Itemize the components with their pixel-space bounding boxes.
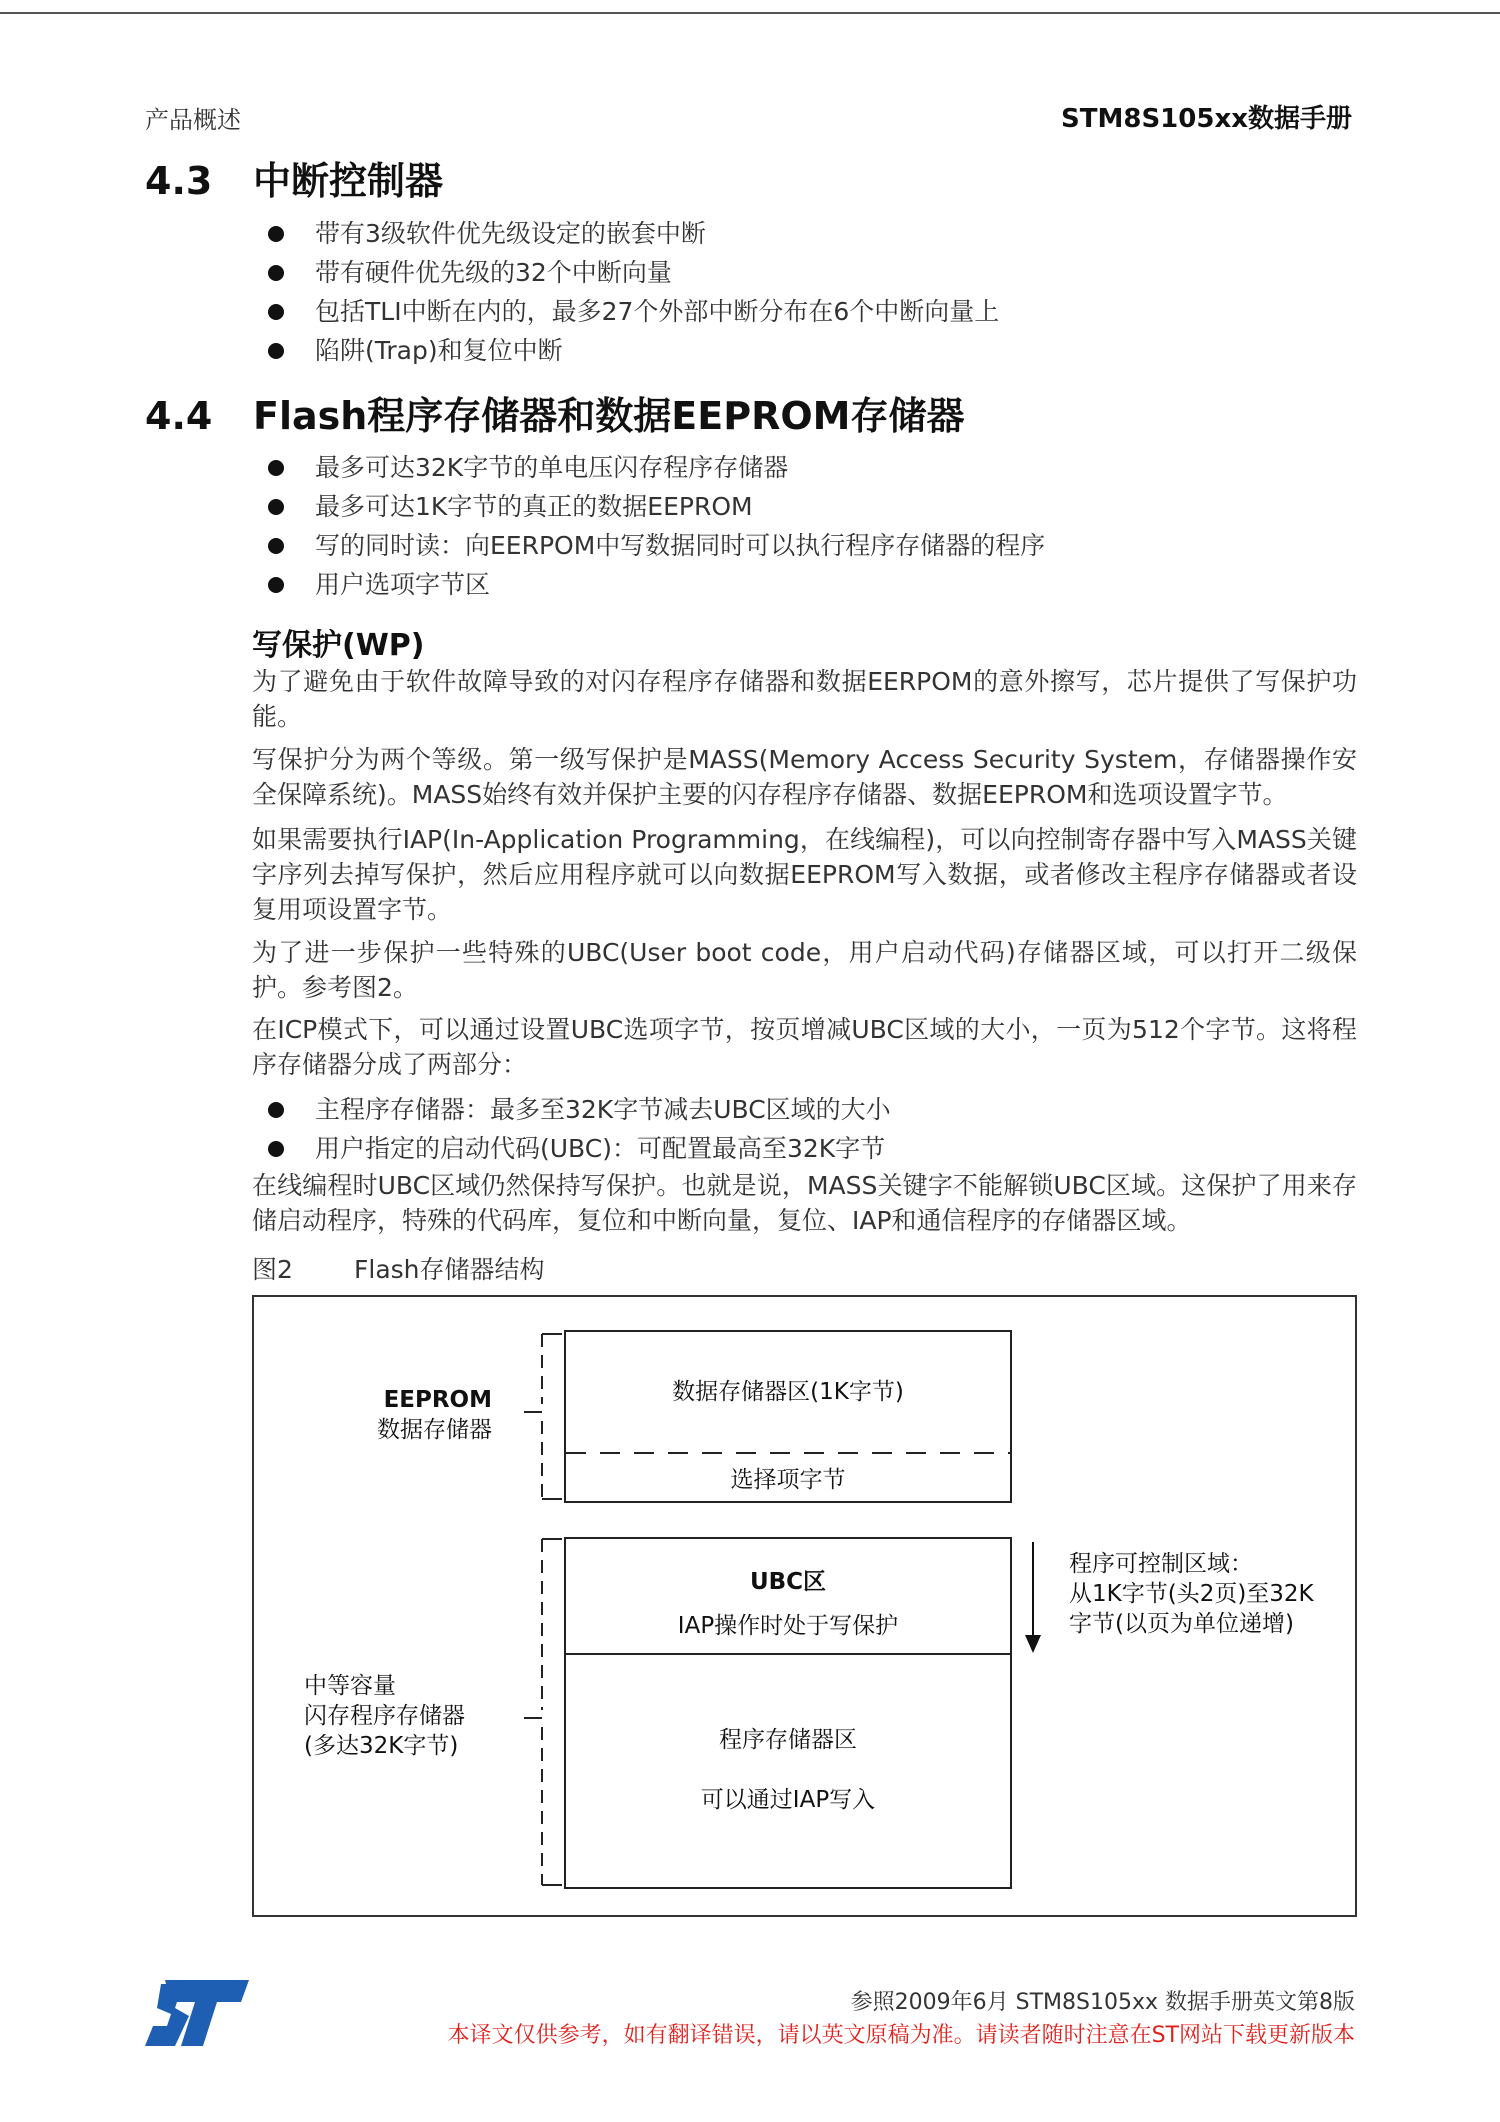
control-label-line: 从1K字节(头2页)至32K: [1069, 1581, 1314, 1607]
list-item: 带有3级软件优先级设定的嵌套中断: [265, 214, 999, 253]
flash-feature-list: [265, 448, 1045, 604]
eeprom-label-line: EEPROM: [383, 1387, 492, 1413]
control-label-line: 程序可控制区域：: [1069, 1551, 1253, 1577]
list-item: 用户指定的启动代码(UBC)：可配置最高至32K字节: [265, 1129, 891, 1168]
section-heading: Flash程序存储器和数据EEPROM存储器: [253, 394, 965, 438]
header-section-label: 产品概述: [145, 106, 241, 134]
section-title-4-4: [145, 385, 964, 440]
header-doc-title: STM8S105xx数据手册: [1061, 104, 1352, 134]
section-number: 4.3: [145, 159, 213, 203]
list-item: 用户选项字节区: [265, 565, 1045, 604]
flash-label-line: (多达32K字节): [304, 1733, 459, 1759]
eeprom-label-line: 数据存储器: [377, 1417, 492, 1443]
control-area-label: [1069, 1549, 1314, 1639]
program-area-label: 程序存储器区: [719, 1727, 857, 1753]
ubc-area-label: UBC区: [749, 1569, 827, 1595]
figure-caption: [252, 1250, 545, 1286]
flash-structure-diagram: [252, 1295, 1357, 1917]
flash-label-line: 闪存程序存储器: [304, 1703, 465, 1729]
figure-number: 图2: [252, 1255, 293, 1284]
paragraph: 写保护分为两个等级。第一级写保护是MASS(Memory Access Security System，存储器操作安全保障系统)。MASS始终有效并保护主要的闪存程序存储器、数据EEPROM和选项设置字节。: [252, 745, 1357, 809]
flash-label-line: 中等容量: [304, 1673, 396, 1699]
list-item: 陷阱(Trap)和复位中断: [265, 331, 999, 370]
list-item: 写的同时读：向EERPOM中写数据同时可以执行程序存储器的程序: [265, 526, 1045, 565]
ubc-protect-label: IAP操作时处于写保护: [677, 1613, 899, 1639]
flash-side-label: [304, 1671, 465, 1761]
list-item: 带有硬件优先级的32个中断向量: [265, 253, 999, 292]
st-logo-icon: [145, 1978, 249, 2048]
paragraph: 在ICP模式下，可以通过设置UBC选项字节，按页增减UBC区域的大小，一页为512个字节。这将程序存储器分成了两部分：: [252, 1015, 1357, 1079]
list-item: 最多可达32K字节的单电压闪存程序存储器: [265, 448, 1045, 487]
control-label-line: 字节(以页为单位递增): [1069, 1611, 1294, 1637]
section-number: 4.4: [145, 394, 213, 438]
top-rule: [0, 12, 1500, 14]
subheading-write-protect: 写保护(WP): [252, 628, 425, 663]
option-bytes-label: 选择项字节: [730, 1467, 846, 1493]
list-item: 包括TLI中断在内的，最多27个外部中断分布在6个中断向量上: [265, 292, 999, 331]
data-memory-area-label: 数据存储器区(1K字节): [672, 1379, 904, 1405]
program-memory-box: [564, 1653, 1012, 1889]
eeprom-side-label: [314, 1385, 492, 1445]
list-item: 最多可达1K字节的真正的数据EEPROM: [265, 487, 1045, 526]
program-memory-list: [265, 1090, 891, 1168]
section-title-4-3: [145, 150, 443, 205]
footer-reference: 参照2009年6月 STM8S105xx 数据手册英文第8版: [850, 1990, 1355, 2015]
section-heading: 中断控制器: [253, 159, 444, 203]
paragraph: 在线编程时UBC区域仍然保持写保护。也就是说，MASS关键字不能解锁UBC区域。这保护了用来存储启动程序，特殊的代码库，复位和中断向量，复位、IAP和通信程序的存储器区域。: [252, 1171, 1357, 1235]
figure-title: Flash存储器结构: [354, 1255, 545, 1284]
list-item: 主程序存储器：最多至32K字节减去UBC区域的大小: [265, 1090, 891, 1129]
interrupt-feature-list: [265, 214, 999, 370]
footer-disclaimer: 本译文仅供参考，如有翻译错误，请以英文原稿为准。请读者随时注意在ST网站下载更新版本: [447, 2023, 1355, 2048]
paragraph: 为了避免由于软件故障导致的对闪存程序存储器和数据EERPOM的意外擦写，芯片提供了写保护功能。: [252, 667, 1357, 731]
program-iap-label: 可以通过IAP写入: [700, 1787, 876, 1813]
paragraph: 如果需要执行IAP(In-Application Programming，在线编程)，可以向控制寄存器中写入MASS关键字序列去掉写保护，然后应用程序就可以向数据EEPROM写入数据，或者修改主程序存储器或者设复用项设置字节。: [252, 825, 1357, 924]
paragraph: 为了进一步保护一些特殊的UBC(User boot code，用户启动代码)存储器区域，可以打开二级保护。参考图2。: [252, 938, 1357, 1002]
